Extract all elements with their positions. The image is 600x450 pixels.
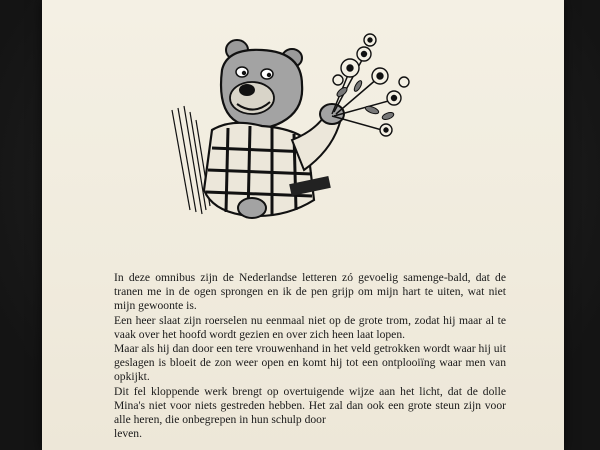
paragraph-1: In deze omnibus zijn de Nederlandse letteren zó gevoelig samenge-bald, dat de tranen me in de ogen sprongen en ik de pen grijp om mijn hart te uiten, wat niet mijn gewoonte is. — [114, 271, 506, 313]
paragraph-2: Een heer slaat zijn roerselen nu eenmaal niet op de grote trom, zodat hij maar al te vaak over het hoofd wordt gezien en over zich heen laat lopen. — [114, 313, 506, 341]
paragraph-4: Dit fel kloppende werk brengt op overtuigende wijze aan het licht, dat de dolle Mina's niet voor niets gestreden hebben. Het zal dan ook een grote steun zijn voor alle heren, die onbegrepen in hun schulp door — [114, 384, 506, 427]
body-text — [114, 271, 506, 441]
shadow-hatching — [172, 106, 210, 214]
paragraph-5: leven. — [114, 427, 143, 441]
paragraph-3: Maar als hij dan door een tere vrouwenhand in het veld getrokken wordt waar hij uit geslagen is bloeit de zon weer open en komt hij tot een ontplooiïng waar men van opkijkt. — [114, 342, 506, 384]
bear-right-eye — [261, 69, 273, 79]
bear-nose — [239, 84, 255, 96]
bear-lower-paw — [238, 198, 266, 218]
book-page — [42, 0, 564, 450]
bear-with-flowers-illustration — [142, 30, 442, 240]
bear-left-eye — [236, 67, 248, 77]
